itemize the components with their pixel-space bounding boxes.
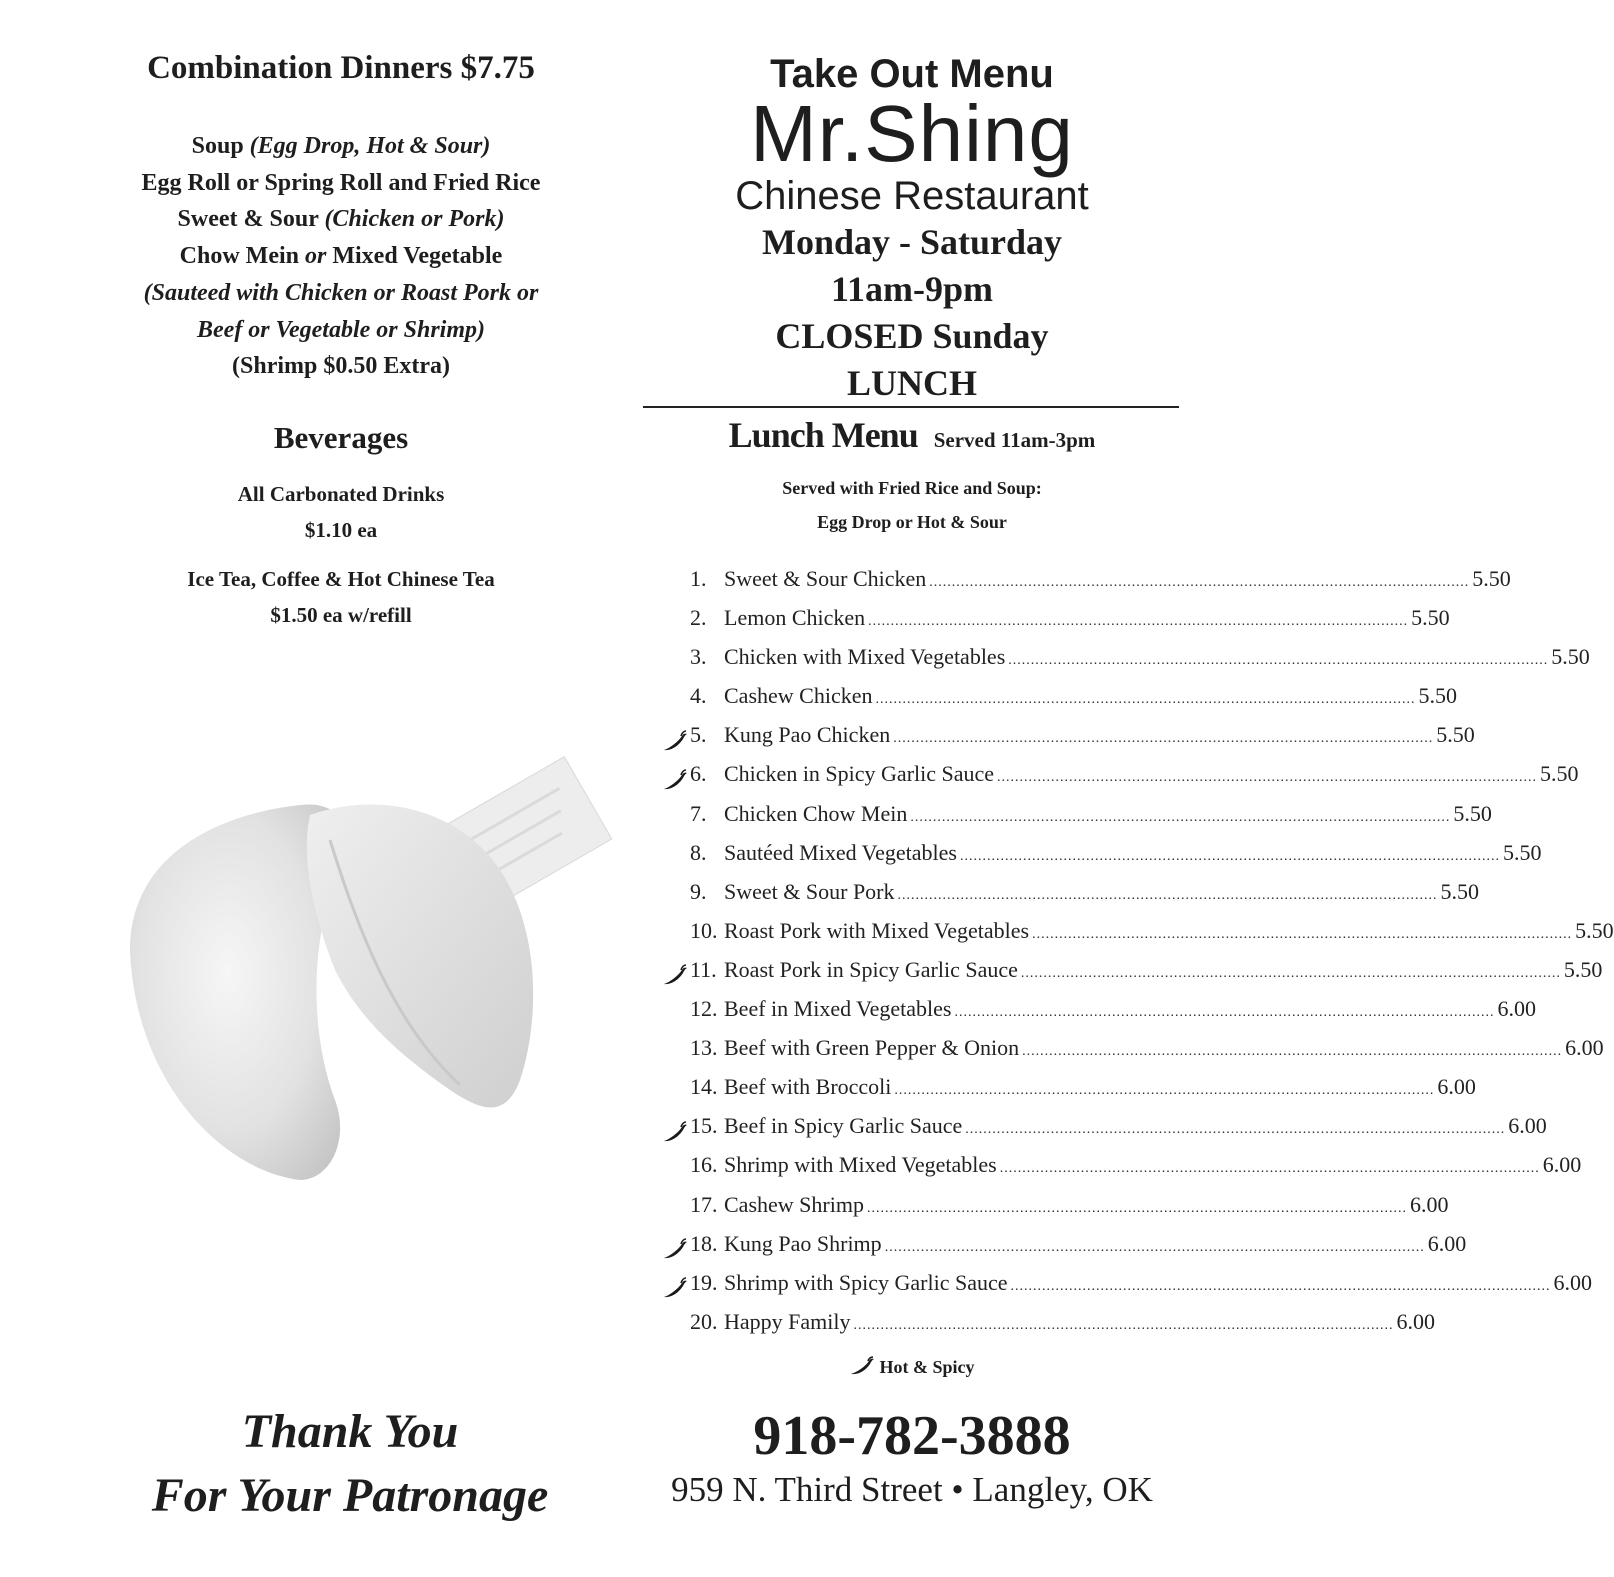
dot-leader: ........................................................................................................................: [893, 731, 1434, 747]
menu-item-name: Kung Pao Chicken: [724, 722, 891, 748]
menu-item-price: 5.50: [1440, 878, 1479, 904]
soup-options-note: Egg Drop or Hot & Sour: [817, 512, 1007, 532]
served-with-note: Served with Fried Rice and Soup:: [782, 478, 1042, 498]
pepper-icon: [660, 1279, 690, 1299]
restaurant-type: Chinese Restaurant: [735, 174, 1089, 218]
divider: [643, 406, 1179, 408]
menu-item-number: 6.: [690, 761, 707, 787]
menu-item: [660, 1152, 1582, 1191]
dot-leader: ........................................................................................................................: [868, 614, 1409, 630]
combination-dinners-title: Combination Dinners $7.75: [147, 50, 535, 86]
menu-item-price: 6.00: [1396, 1308, 1435, 1334]
menu-item-number: 18.: [690, 1230, 718, 1256]
combo-line-shrimp-extra: (Shrimp $0.50 Extra): [232, 353, 450, 380]
dot-leader: ........................................................................................................................: [884, 1239, 1425, 1255]
menu-item-name: Sautéed Mixed Vegetables: [724, 839, 957, 865]
pepper-icon: [660, 1240, 690, 1260]
lunch-menu-title: [645, 414, 1179, 456]
combo-line-roll: Egg Roll or Spring Roll and Fried Rice: [141, 169, 541, 196]
menu-item: [660, 956, 1603, 996]
pepper-slot: [660, 1084, 690, 1104]
menu-item-price: 5.50: [1436, 722, 1475, 748]
menu-item-price: 5.50: [1563, 956, 1603, 982]
menu-item: [660, 1308, 1435, 1348]
menu-item-price: 6.00: [1409, 1191, 1449, 1217]
pepper-slot: [660, 1318, 690, 1338]
menu-item: [660, 1035, 1604, 1074]
phone-number: 918-782-3888: [753, 1405, 1071, 1467]
beverages-title: Beverages: [273, 420, 409, 455]
menu-item: [660, 996, 1536, 1035]
menu-item-name: Roast Pork in Spicy Garlic Sauce: [724, 956, 1018, 982]
menu-item-price: 5.50: [1551, 644, 1590, 670]
menu-item-price: 6.00: [1427, 1230, 1467, 1256]
menu-item-price: 6.00: [1553, 1269, 1593, 1295]
pepper-icon: [660, 1123, 690, 1143]
pepper-slot: [660, 888, 690, 908]
menu-item: [660, 1269, 1593, 1309]
menu-item-number: 1.: [690, 566, 707, 591]
dot-leader: ........................................................................................................................: [929, 575, 1470, 590]
pepper-slot: [660, 654, 690, 674]
dot-leader: ........................................................................................................................: [875, 692, 1416, 708]
dot-leader: ........................................................................................................................: [965, 1122, 1506, 1138]
dot-leader: ........................................................................................................................: [1032, 926, 1573, 942]
open-hours: 11am-9pm: [831, 269, 993, 309]
dot-leader: ........................................................................................................................: [1022, 1044, 1563, 1060]
beverage-carbonated: [0, 476, 682, 548]
menu-item-price: 6.00: [1565, 1035, 1604, 1061]
menu-item-name: Chicken Chow Mein: [724, 800, 908, 826]
menu-item: [660, 1074, 1476, 1113]
menu-item-price: 5.50: [1472, 566, 1511, 591]
menu-item: [660, 566, 1511, 605]
pepper-slot: [660, 576, 690, 596]
closed-day: CLOSED Sunday: [775, 316, 1049, 356]
menu-item-name: Shrimp with Spicy Garlic Sauce: [724, 1269, 1008, 1295]
spicy-legend: [645, 1356, 1179, 1378]
dot-leader: ........................................................................................................................: [959, 848, 1500, 864]
fortune-cookie-image: [100, 720, 620, 1200]
menu-item-price: 6.00: [1542, 1152, 1582, 1178]
pepper-slot: [660, 927, 690, 947]
beverage-price: $1.50 ea w/refill: [270, 603, 412, 627]
menu-item-name: Shrimp with Mixed Vegetables: [724, 1152, 997, 1178]
menu-item-number: 16.: [690, 1152, 718, 1178]
dot-leader: ........................................................................................................................: [997, 770, 1538, 786]
dot-leader: ........................................................................................................................: [954, 1005, 1495, 1021]
menu-item: [660, 800, 1492, 840]
menu-item-name: Cashew Shrimp: [724, 1191, 864, 1217]
pepper-slot: [660, 1162, 690, 1182]
menu-item-price: 6.00: [1437, 1074, 1476, 1100]
menu-item: [660, 1191, 1449, 1231]
menu-item: [660, 761, 1579, 800]
beverage-price: $1.10 ea: [304, 518, 378, 542]
menu-item-name: Kung Pao Shrimp: [724, 1230, 882, 1256]
menu-item-price: 5.50: [1418, 683, 1457, 709]
menu-item-name: Sweet & Sour Chicken: [724, 566, 927, 591]
pepper-icon: [660, 732, 690, 752]
menu-item: [660, 605, 1450, 644]
lunch-menu-list: [660, 566, 1614, 1348]
patronage-line: For Your Patronage: [151, 1469, 549, 1522]
menu-item: [660, 644, 1590, 683]
menu-item-name: Beef in Spicy Garlic Sauce: [724, 1113, 963, 1139]
menu-item-number: 5.: [690, 722, 707, 748]
pepper-slot: [660, 849, 690, 869]
menu-item-price: 6.00: [1497, 996, 1536, 1022]
menu-item-price: 6.00: [1508, 1113, 1547, 1139]
lunch-menu-label: Lunch Menu: [728, 415, 918, 455]
take-out-menu-heading: Take Out Menu: [770, 52, 1054, 96]
combo-line-chow-mein: Chow Mein or Mixed Vegetable: [179, 243, 503, 270]
menu-item-number: 15.: [690, 1113, 718, 1139]
menu-item-price: 5.50: [1411, 605, 1450, 631]
beverage-name: Ice Tea, Coffee & Hot Chinese Tea: [187, 567, 495, 591]
menu-item-name: Sweet & Sour Pork: [724, 878, 895, 904]
menu-item-price: 5.50: [1453, 800, 1492, 826]
address: 959 N. Third Street • Langley, OK: [671, 1470, 1153, 1509]
beverage-name: All Carbonated Drinks: [237, 482, 445, 506]
menu-item-price: 5.50: [1575, 917, 1614, 943]
menu-item: [660, 1113, 1547, 1152]
menu-item-number: 4.: [690, 683, 707, 709]
menu-item-name: Beef in Mixed Vegetables: [724, 996, 952, 1022]
combo-line-soup: Soup (Egg Drop, Hot & Sour): [191, 133, 491, 159]
dot-leader: ........................................................................................................................: [999, 1161, 1540, 1177]
dot-leader: ........................................................................................................................: [866, 1200, 1407, 1216]
menu-item: [660, 683, 1457, 722]
dot-leader: ........................................................................................................................: [897, 887, 1438, 903]
menu-item-number: 10.: [690, 917, 718, 943]
menu-item-number: 8.: [690, 839, 707, 865]
thank-you-message: [100, 1400, 600, 1528]
menu-item-number: 11.: [690, 956, 717, 982]
menu-item: [660, 722, 1475, 761]
pepper-icon: [660, 966, 690, 986]
combination-dinners-list: [0, 128, 682, 385]
restaurant-name: Mr.Shing: [750, 89, 1074, 178]
menu-item-name: Chicken with Mixed Vegetables: [724, 644, 1006, 670]
pepper-slot: [660, 1006, 690, 1026]
menu-item-number: 20.: [690, 1308, 718, 1334]
menu-item-number: 3.: [690, 644, 707, 670]
menu-item: [660, 839, 1542, 879]
lunch-heading: LUNCH: [846, 363, 977, 403]
lunch-served-time: Served 11am-3pm: [933, 428, 1096, 452]
dot-leader: ........................................................................................................................: [910, 809, 1451, 825]
menu-item-number: 19.: [690, 1269, 718, 1295]
menu-item-name: Lemon Chicken: [724, 605, 866, 631]
pepper-slot: [660, 1045, 690, 1065]
menu-item-number: 14.: [690, 1074, 718, 1100]
menu-item: [660, 878, 1479, 918]
dot-leader: ........................................................................................................................: [1008, 653, 1549, 669]
menu-item-number: 17.: [690, 1191, 718, 1217]
beverage-tea-coffee: [0, 561, 682, 633]
menu-item: [660, 917, 1614, 957]
pepper-slot: [660, 810, 690, 830]
pepper-slot: [660, 1201, 690, 1221]
menu-item-number: 12.: [690, 996, 718, 1022]
open-days: Monday - Saturday: [761, 222, 1063, 262]
pepper-icon: [660, 771, 690, 791]
dot-leader: ........................................................................................................................: [853, 1317, 1394, 1333]
pepper-slot: [660, 693, 690, 713]
menu-item-name: Beef with Green Pepper & Onion: [724, 1035, 1020, 1061]
combo-line-protein: Beef or Vegetable or Shrimp): [197, 316, 485, 343]
thank-you-line: Thank You: [241, 1405, 459, 1458]
menu-item-name: Cashew Chicken: [724, 683, 873, 709]
pepper-slot: [660, 615, 690, 635]
menu-item-name: Happy Family: [724, 1308, 851, 1334]
dot-leader: ........................................................................................................................: [1010, 1278, 1551, 1294]
menu-item-price: 5.50: [1540, 761, 1579, 787]
menu-item-name: Beef with Broccoli: [724, 1074, 892, 1100]
menu-item-name: Roast Pork with Mixed Vegetables: [724, 917, 1030, 943]
dot-leader: ........................................................................................................................: [894, 1083, 1435, 1099]
menu-item-number: 2.: [690, 605, 707, 631]
pepper-icon: [849, 1356, 875, 1376]
menu-item: [660, 1230, 1467, 1270]
menu-item-name: Chicken in Spicy Garlic Sauce: [724, 761, 995, 787]
menu-item-price: 5.50: [1502, 839, 1542, 865]
legend-label: Hot & Spicy: [879, 1357, 975, 1377]
combo-line-sauteed: (Sauteed with Chicken or Roast Pork or: [143, 279, 539, 306]
combo-line-sweet-sour: Sweet & Sour (Chicken or Pork): [177, 206, 505, 233]
menu-item-number: 7.: [690, 800, 707, 826]
menu-item-number: 13.: [690, 1035, 718, 1061]
menu-item-number: 9.: [690, 878, 707, 904]
dot-leader: ........................................................................................................................: [1020, 965, 1561, 981]
